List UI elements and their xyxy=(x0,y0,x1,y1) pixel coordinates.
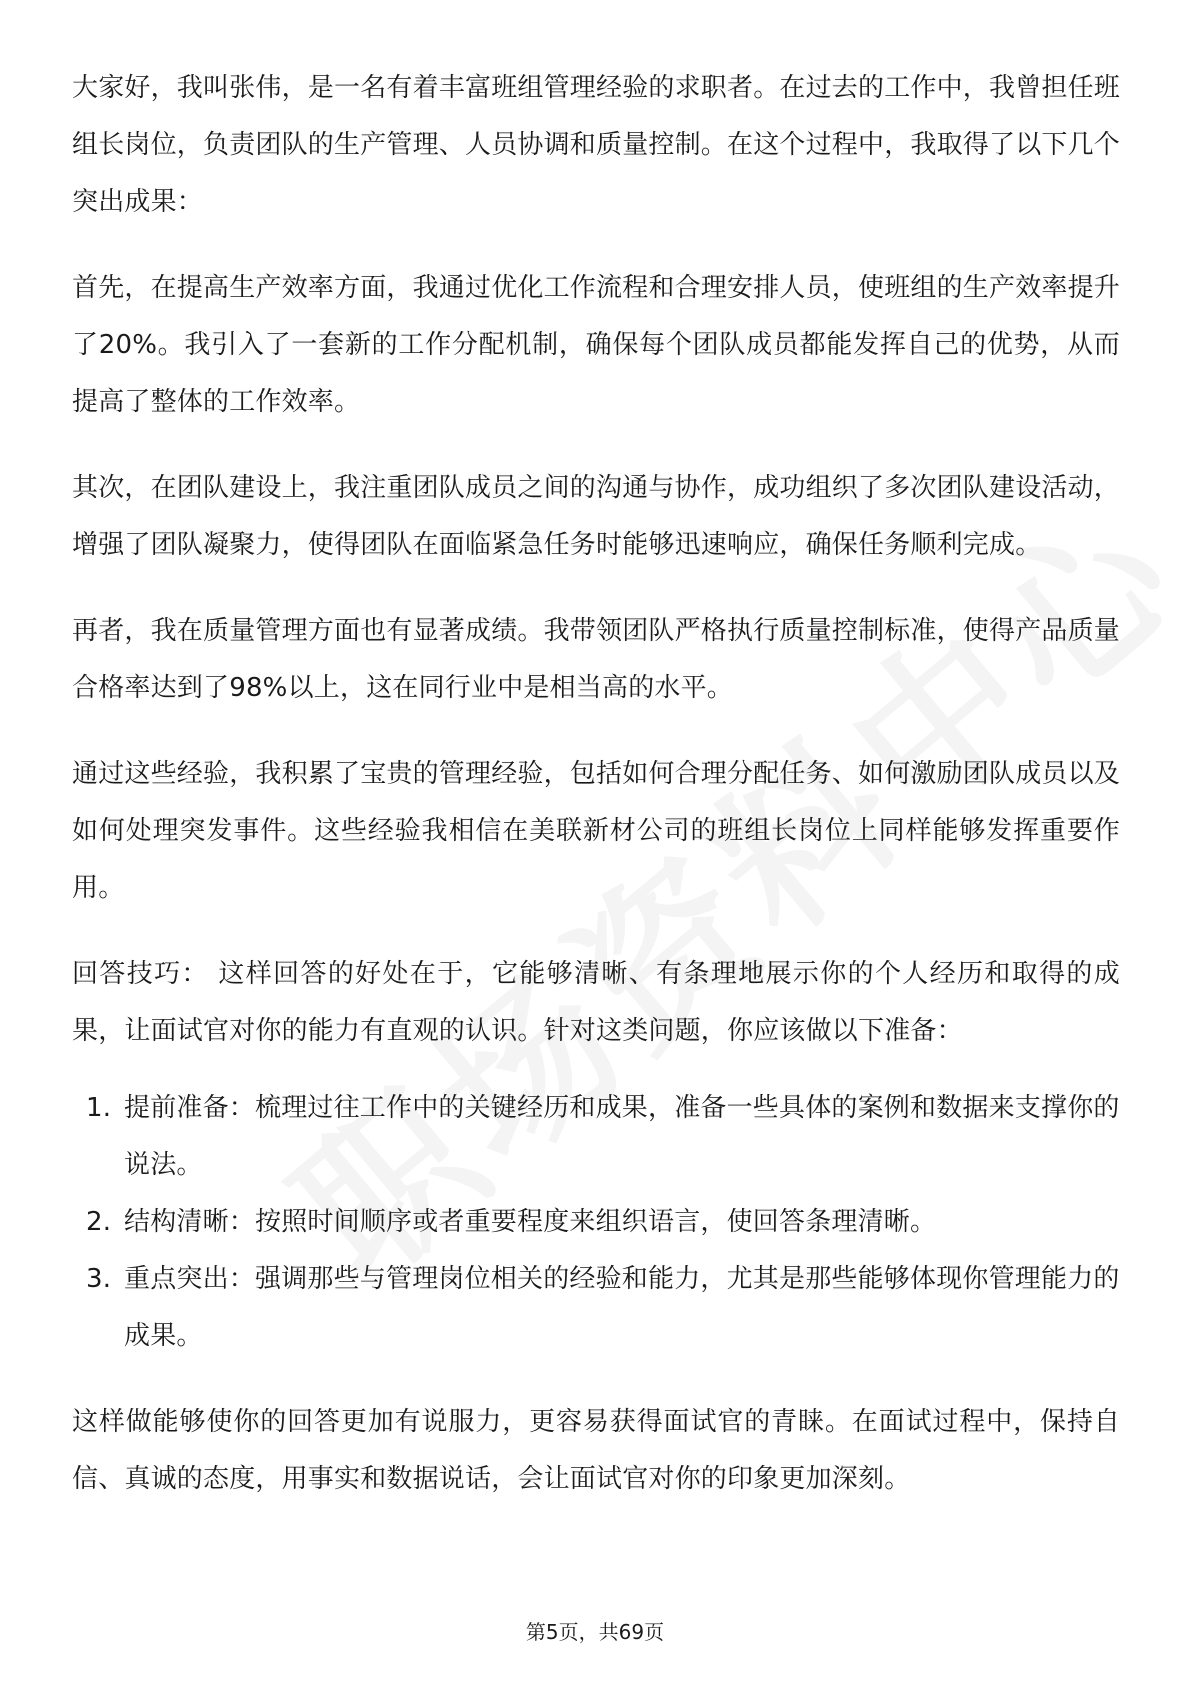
page-number: 第5页，共69页 xyxy=(525,1620,665,1644)
list-item xyxy=(72,1080,1120,1194)
paragraph-efficiency: 首先，在提高生产效率方面，我通过优化工作流程和合理安排人员，使班组的生产效率提升了20%。我引入了一套新的工作分配机制，确保每个团队成员都能发挥自己的优势，从而提高了整体的工作效率。 xyxy=(72,273,1121,417)
list-item-number: 1. xyxy=(86,1093,112,1123)
list-item-text: 结构清晰：按照时间顺序或者重要程度来组织语言，使回答条理清晰。 xyxy=(124,1207,937,1237)
list-item-text: 提前准备：梳理过往工作中的关键经历和成果，准备一些具体的案例和数据来支撑你的说法。 xyxy=(124,1093,1120,1180)
list-item xyxy=(72,1194,1120,1251)
document-page xyxy=(72,60,1120,1537)
paragraph-quality: 再者，我在质量管理方面也有显著成绩。我带领团队严格执行质量控制标准，使得产品质量合格率达到了98%以上，这在同行业中是相当高的水平。 xyxy=(72,616,1121,703)
paragraph-intro: 大家好，我叫张伟，是一名有着丰富班组管理经验的求职者。在过去的工作中，我曾担任班组长岗位，负责团队的生产管理、人员协调和质量控制。在这个过程中，我取得了以下几个突出成果： xyxy=(72,73,1121,217)
paragraph-closing: 这样做能够使你的回答更加有说服力，更容易获得面试官的青睐。在面试过程中，保持自信、真诚的态度，用事实和数据说话，会让面试官对你的印象更加深刻。 xyxy=(72,1407,1120,1494)
paragraph-teambuilding: 其次，在团队建设上，我注重团队成员之间的沟通与协作，成功组织了多次团队建设活动，增强了团队凝聚力，使得团队在面临紧急任务时能够迅速响应，确保任务顺利完成。 xyxy=(72,473,1121,560)
tips-list xyxy=(72,1080,1120,1365)
list-item-text: 重点突出：强调那些与管理岗位相关的经验和能力，尤其是那些能够体现你管理能力的成果。 xyxy=(124,1264,1120,1351)
list-item xyxy=(72,1251,1120,1365)
answer-tip-intro: 回答技巧： 这样回答的好处在于，它能够清晰、有条理地展示你的个人经历和取得的成果，让面试官对你的能力有直观的认识。针对这类问题，你应该做以下准备： xyxy=(72,959,1120,1046)
list-item-number: 3. xyxy=(86,1264,112,1294)
list-item-number: 2. xyxy=(86,1207,112,1237)
paragraph-experience: 通过这些经验，我积累了宝贵的管理经验，包括如何合理分配任务、如何激励团队成员以及如何处理突发事件。这些经验我相信在美联新材公司的班组长岗位上同样能够发挥重要作用。 xyxy=(72,759,1121,903)
